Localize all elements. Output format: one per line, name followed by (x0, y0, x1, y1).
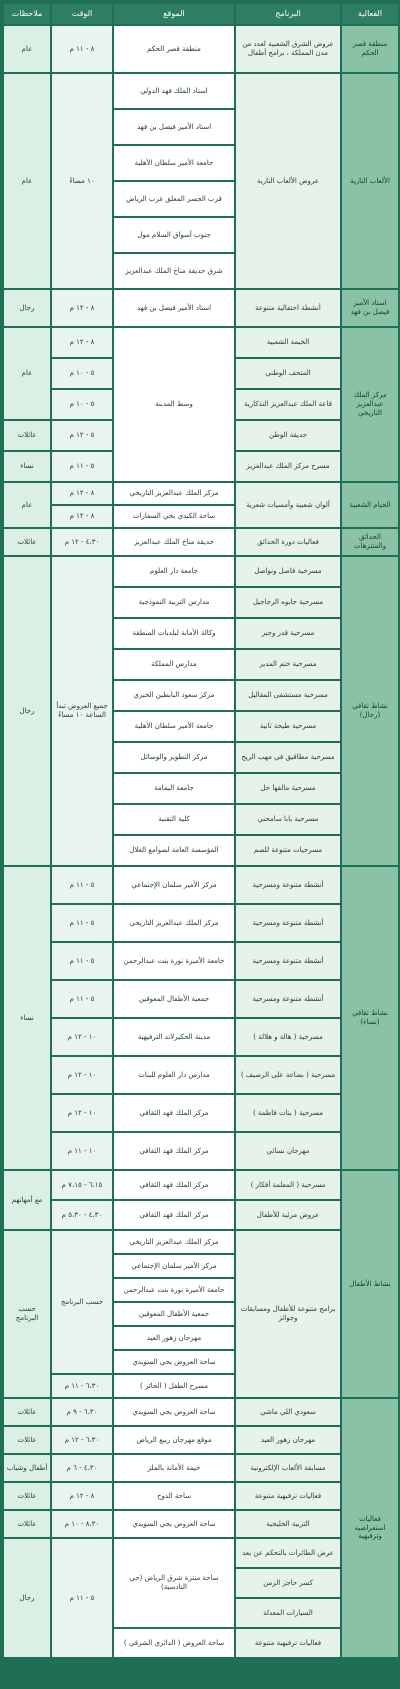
location-cell: مدارس التربية النموذجية (114, 588, 234, 617)
header-program: البرنامج (236, 4, 340, 24)
event-cell: استاد الأمير فيصل بن فهد (342, 290, 398, 326)
table-row (4, 905, 398, 941)
notes-cell: عام (4, 328, 50, 419)
time-cell: ٥ - ١١ م (52, 1539, 112, 1657)
notes-cell: عائلات (4, 1427, 50, 1453)
location-cell: ساحة منتزة شرق الرياض (حي النادسية) (114, 1539, 234, 1627)
notes-cell: عام (4, 483, 50, 527)
time-cell: ٥ - ١٠ م (52, 390, 112, 419)
time-cell: ٦،٣٠ - ١٢ م (52, 1427, 112, 1453)
location-cell: ساحة الدوح (114, 1483, 234, 1509)
location-cell: كلية التقنية (114, 805, 234, 834)
location-cell: مركز الملك فهد الثقافي (114, 1095, 234, 1131)
location-cell: وكالة الأمانة لبلديات المنطقة (114, 619, 234, 648)
table-row (4, 943, 398, 979)
location-cell: مركز الأمير سلمان الإجتماعي (114, 1255, 234, 1277)
notes-cell: عام (4, 74, 50, 288)
program-cell: التربية الخليجية (236, 1511, 340, 1537)
location-cell: استاد الملك فهد الدولي (114, 74, 234, 108)
notes-cell: عائلات (4, 1511, 50, 1537)
event-cell: نشاط ثقافي (نساء) (342, 867, 398, 1169)
notes-cell: عائلات (4, 421, 50, 450)
time-cell: ١٠ - ١١ م (52, 1133, 112, 1169)
table-row (4, 1539, 398, 1567)
table-row (4, 1455, 398, 1481)
program-cell: أنشطة متنوعة ومسرحية (236, 905, 340, 941)
table-row (4, 1133, 398, 1169)
program-cell: برامج متنوعة للأطفال ومسابقات وجوائز (236, 1231, 340, 1397)
location-cell: جمعية الأطفال المعوقين (114, 1303, 234, 1325)
time-cell: ٨ - ١٢ م (52, 290, 112, 326)
time-cell: جميع العروض تبدأ الساعة ١٠ مساءً (52, 557, 112, 865)
location-cell: شرق حديقة مناخ الملك عبدالعزيز (114, 254, 234, 288)
time-cell: حسب البرنامج (52, 1231, 112, 1373)
table-row (4, 1511, 398, 1537)
program-cell: فعاليات دورة الحدائق (236, 529, 340, 555)
header-row (4, 4, 398, 24)
time-cell: ١٠ - ١٢ م (52, 1095, 112, 1131)
header-location: الموقع (114, 4, 234, 24)
location-cell: مدارس دار العلوم للبنات (114, 1057, 234, 1093)
time-cell: ٨ - ١١ م (52, 26, 112, 72)
location-cell: مدارس المملكة (114, 650, 234, 679)
event-cell: الألعاب النارية (342, 74, 398, 288)
program-cell: عروض الألعاب النارية (236, 74, 340, 288)
table-row (4, 981, 398, 1017)
table-row (4, 1427, 398, 1453)
time-cell: ١٠ - ١٢ م (52, 1019, 112, 1055)
location-cell: جامعة اليمامة (114, 774, 234, 803)
program-cell: مسرحية طيحة ثانية (236, 712, 340, 741)
table-row (4, 557, 398, 586)
table-row (4, 290, 398, 326)
program-cell: عرض الطائرات بالتحكم عن بعد (236, 1539, 340, 1567)
program-cell: المتحف الوطني (236, 359, 340, 388)
table-row (4, 1201, 398, 1229)
program-cell: السيارات المعدلة (236, 1599, 340, 1627)
notes-cell: رجال (4, 557, 50, 865)
location-cell: مركز الملك عبدالعزيز التاريخي (114, 905, 234, 941)
program-cell: مسرحية مطاقيق في مهب الريح (236, 743, 340, 772)
location-cell: ساحة العروض بحي السويدي (114, 1399, 234, 1425)
program-cell: حديقة الوطن (236, 421, 340, 450)
program-cell: فعاليات ترفيهية متنوعة (236, 1629, 340, 1657)
time-cell: ٦،٣٠ - ٩ م (52, 1399, 112, 1425)
program-cell: كسر حاجز الزمن (236, 1569, 340, 1597)
location-cell: مركز الملك عبدالعزيز التاريخي (114, 1231, 234, 1253)
table-row (4, 1399, 398, 1425)
location-cell: ساحة العروض ( الدائري الشرقي ) (114, 1629, 234, 1657)
program-cell: مسرح مركز الملك عبدالعزيز (236, 452, 340, 481)
event-cell: الخيام الشعبية (342, 483, 398, 527)
location-cell: مركز سعود البابطين الخيري (114, 681, 234, 710)
header-event: الفعالية (342, 4, 398, 24)
program-cell: عروض الشرق الشعبية لعدد من مدن المملكة ، برامج أطفال (236, 26, 340, 72)
location-cell: موقع مهرجان ربيع الرياض (114, 1427, 234, 1453)
location-cell: مدينة الحكيرلاند الترفيهية (114, 1019, 234, 1055)
table-row (4, 328, 398, 357)
time-cell: ٥ - ١٢ م (52, 421, 112, 450)
location-cell: استاد الأمير فيصل بن فهد (114, 110, 234, 144)
event-cell: فعاليات استعراضية وترفيهية (342, 1399, 398, 1657)
table-row (4, 867, 398, 903)
notes-cell: عائلات (4, 529, 50, 555)
program-cell: مسرحية جابوه الرجاجيل (236, 588, 340, 617)
time-cell: ٥ - ١١ م (52, 981, 112, 1017)
notes-cell: حسب البرنامج (4, 1231, 50, 1397)
notes-cell: عام (4, 26, 50, 72)
location-cell: مهرجان زهور العيد (114, 1327, 234, 1349)
location-cell: جنوب أسواق السلام مول (114, 218, 234, 252)
event-cell: نشاط الأطفال (342, 1171, 398, 1397)
table-row (4, 1231, 398, 1253)
header-time: الوقت (52, 4, 112, 24)
location-cell: مركز الملك فهد الثقافي (114, 1133, 234, 1169)
program-cell: مسابقة الألعاب الإلكترونية (236, 1455, 340, 1481)
location-cell: منطقة قصر الحكم (114, 26, 234, 72)
time-cell: ٦،١٥ - ٧،١٥ م (52, 1171, 112, 1199)
program-cell: أنشطة متنوعة ومسرحية (236, 867, 340, 903)
program-cell: أنشطة احتفالية متنوعة (236, 290, 340, 326)
table-row (4, 1057, 398, 1093)
notes-cell: مع أمهاتهم (4, 1171, 50, 1229)
time-cell: ٨،٣٠ - ١٠ م (52, 1511, 112, 1537)
event-cell: نشاط ثقافي (رجال) (342, 557, 398, 865)
time-cell: ٤،٣٠ - ٦ م (52, 1455, 112, 1481)
location-cell: جامعة دار العلوم (114, 557, 234, 586)
location-cell: مركز التطوير والوسائل (114, 743, 234, 772)
location-cell: وسط المدينة (114, 328, 234, 481)
location-cell: ساحة العروض بحي السويدي (114, 1351, 234, 1373)
time-cell: ٥ - ١١ م (52, 452, 112, 481)
location-cell: جامعة الأميرة نورة بنت عبدالرحمن (114, 1279, 234, 1301)
program-cell: مسرحية ( بنات فاطمة ) (236, 1095, 340, 1131)
location-cell: جامعة الأمير سلطان الأهلية (114, 146, 234, 180)
program-cell: مسرحية ( بضاعة على الرصيف ) (236, 1057, 340, 1093)
table-row (4, 529, 398, 555)
program-cell: فعاليات ترفيهية متنوعة (236, 1483, 340, 1509)
program-cell: قاعة الملك عبدالعزيز التذكارية (236, 390, 340, 419)
program-cell: مسرحية بابا سامحني (236, 805, 340, 834)
table-row (4, 483, 398, 504)
program-cell: أنشطة متنوعة ومسرحية (236, 981, 340, 1017)
notes-cell: رجال (4, 290, 50, 326)
header-notes: ملاحظات (4, 4, 50, 24)
program-cell: مسرحية ختم المدير (236, 650, 340, 679)
location-cell: حديقة مناخ الملك عبدالعزيز (114, 529, 234, 555)
program-cell: سعودي اللي ماشي (236, 1399, 340, 1425)
notes-cell: رجال (4, 1539, 50, 1657)
table-row (4, 1171, 398, 1199)
time-cell: ٤،٣٠ - ١٢ م (52, 529, 112, 555)
program-cell: مسرحية مستشفى المقاليل (236, 681, 340, 710)
program-cell: مسرحية قدر وجبر (236, 619, 340, 648)
time-cell: ٥ - ١١ م (52, 867, 112, 903)
program-cell: أنشطة متنوعة ومسرحية (236, 943, 340, 979)
location-cell: خيمة الأمانة بالملز (114, 1455, 234, 1481)
program-cell: مهرجان نسائي (236, 1133, 340, 1169)
location-cell: جمعية الأطفال المعوقين (114, 981, 234, 1017)
event-cell: منطقة قصر الحكم (342, 26, 398, 72)
time-cell: ٤،٣٠ - ٥،٣٠ م (52, 1201, 112, 1229)
program-cell: مسرحية مالقها حل (236, 774, 340, 803)
notes-cell: عائلات (4, 1483, 50, 1509)
event-cell: الحدائق والمتنزهات (342, 529, 398, 555)
notes-cell: أطفال وشباب (4, 1455, 50, 1481)
notes-cell: عائلات (4, 1399, 50, 1425)
event-cell: مركز الملك عبدالعزيز التاريخي (342, 328, 398, 481)
location-cell: مركز الأمير سلمان الإجتماعي (114, 867, 234, 903)
location-cell: ساحة العروض بحي السويدي (114, 1511, 234, 1537)
location-cell: مركز الملك عبدالعزيز التاريخي (114, 483, 234, 504)
notes-cell: نساء (4, 452, 50, 481)
location-cell: مسرح الطفل ( الحائر ) (114, 1375, 234, 1397)
time-cell: ٨ - ١٢ م (52, 506, 112, 527)
location-cell: ساحة الكندي بحي السفارات (114, 506, 234, 527)
program-cell: الخيمة الشعبية (236, 328, 340, 357)
time-cell: ١٠ مساءً (52, 74, 112, 288)
location-cell: جامعة الأمير سلطان الأهلية (114, 712, 234, 741)
location-cell: جامعة الأميرة نورة بنت عبدالرحمن (114, 943, 234, 979)
table-row (4, 74, 398, 108)
schedule-table (2, 2, 400, 1659)
table-row (4, 1483, 398, 1509)
time-cell: ١٠ - ١٢ م (52, 1057, 112, 1093)
table-row (4, 1019, 398, 1055)
program-cell: عروض مرئية للأطفال (236, 1201, 340, 1229)
program-cell: مسرحية فاصل ونواصل (236, 557, 340, 586)
program-cell: مهرجان زهور العيد (236, 1427, 340, 1453)
time-cell: ٨ - ١٢ م (52, 1483, 112, 1509)
program-cell: مسرحية ( هالة و هلالة ) (236, 1019, 340, 1055)
location-cell: المؤسسة العامة لصوامع الغلال (114, 836, 234, 865)
time-cell: ٦،٣٠ - ١١ م (52, 1375, 112, 1397)
time-cell: ٥ - ١٠ م (52, 359, 112, 388)
time-cell: ٨ - ١٢ م (52, 328, 112, 357)
table-row (4, 26, 398, 72)
program-cell: مسرحية ( المعلمة أفكار ) (236, 1171, 340, 1199)
table-row (4, 1095, 398, 1131)
time-cell: ٨ - ١٢ م (52, 483, 112, 504)
location-cell: مركز الملك فهد الثقافي (114, 1201, 234, 1229)
notes-cell: نساء (4, 867, 50, 1169)
location-cell: استاد الأمير فيصل بن فهد (114, 290, 234, 326)
location-cell: مركز الملك فهد الثقافي (114, 1171, 234, 1199)
time-cell: ٥ - ١١ م (52, 943, 112, 979)
location-cell: قرب الجسر المعلق غرب الرياض (114, 182, 234, 216)
program-cell: مسرحيات متنوعة للصم (236, 836, 340, 865)
time-cell: ٥ - ١١ م (52, 905, 112, 941)
program-cell: ألوان شعبية وأمسيات شعرية (236, 483, 340, 527)
